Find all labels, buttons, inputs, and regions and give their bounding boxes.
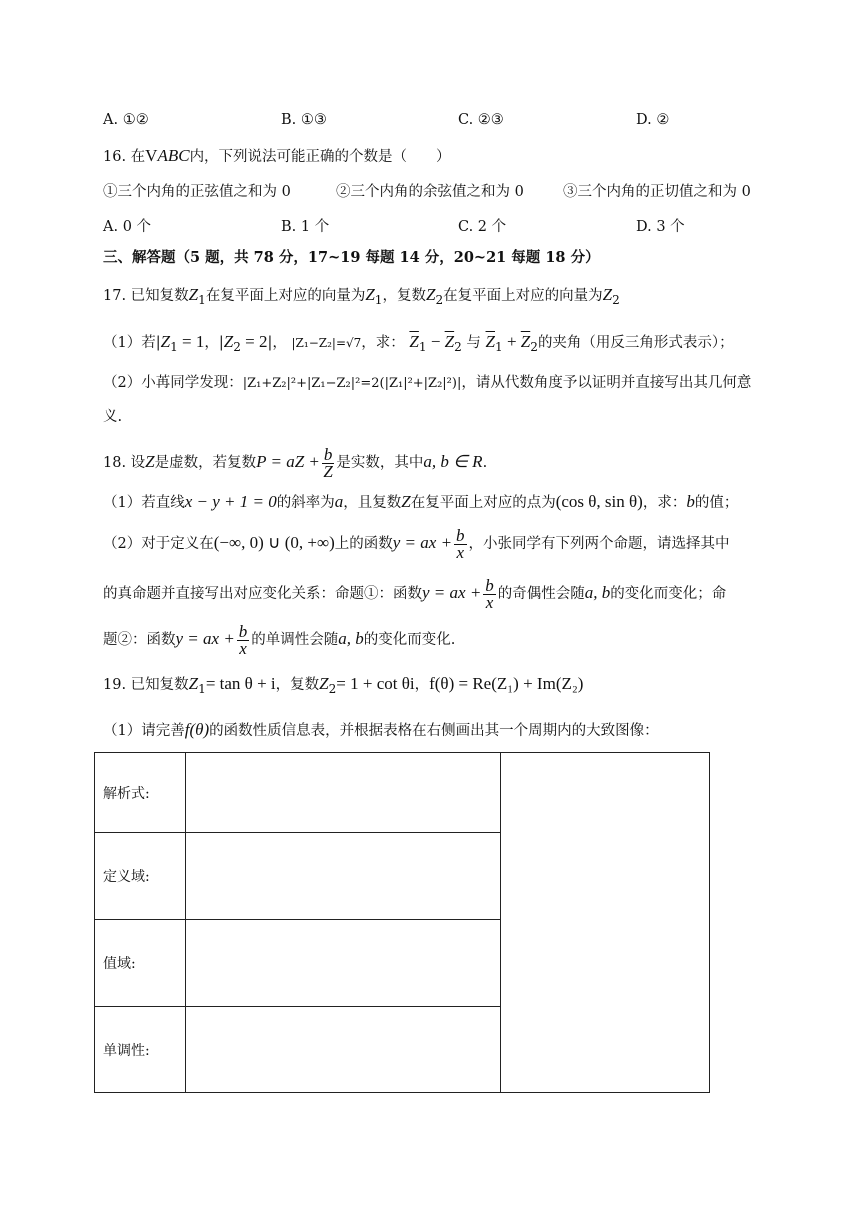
q15-option-c: C. ②③: [458, 112, 504, 128]
q17-part1: （1）若$|Z_1 = 1$，$|Z_2 = 2|$， |Z₁−Z₂|=√7，求： $\overline{Z}_1 - \overline{Z}_2$ 与 $\overline{Z}_1 + \overline{Z}_2$的夹角（用反三角形式表示）；: [103, 332, 734, 354]
q18-part2-line3: 题②：函数y = ax + $\frac{b}{x}$ 的单调性会随a, b的变化而变化.: [103, 621, 456, 658]
q15-option-a: A. ①②: [103, 112, 149, 128]
q19-part1: （1）请完善f(θ)的函数性质信息表，并根据表格在右侧画出其一个周期内的大致图像：: [103, 720, 659, 739]
q17-part2-cont: 义.: [103, 409, 123, 425]
q16-stem: 16. 在VABC内，下列说法可能正确的个数是（ ）: [103, 146, 451, 165]
q16-option-c: C. 2 个: [458, 219, 507, 235]
table-answer-cell[interactable]: [186, 833, 501, 920]
q16-option-a: A. 0 个: [103, 219, 152, 235]
function-property-table: [94, 752, 710, 1093]
q18-part2-line2: 的真命题并直接写出对应变化关系：命题①：函数y = ax + $\frac{b}{x}$ 的奇偶性会随a, b的变化而变化；命: [103, 575, 727, 612]
section-3-heading: 三、解答题（5 题，共 78 分，17~19 每题 14 分，20~21 每题 18 分）: [103, 249, 600, 266]
q18-part2: （2）对于定义在(−∞, 0) ∪ (0, +∞)上的函数y = ax + $\frac{b}{x}$ ，小张同学有下列两个命题，请选择其中: [103, 525, 730, 562]
table-row-label: 解析式:: [95, 753, 186, 833]
table-row-label: 值域:: [95, 920, 186, 1007]
table-row-label: 单调性:: [95, 1007, 186, 1093]
table-answer-cell[interactable]: [186, 1007, 501, 1093]
graph-drawing-area[interactable]: [501, 753, 710, 1093]
table-row-label: 定义域:: [95, 833, 186, 920]
q16-option-b: B. 1 个: [281, 219, 330, 235]
q16-statement-2: ②三个内角的余弦值之和为 0: [336, 184, 524, 200]
q15-option-b: B. ①③: [281, 112, 327, 128]
table-answer-cell[interactable]: [186, 753, 501, 833]
q18-part1: （1）若直线x − y + 1 = 0的斜率为a，且复数Z在复平面上对应的点为(cos θ, sin θ)，求：b的值；: [103, 492, 739, 511]
q17-stem: 17. 已知复数$Z_1$在复平面上对应的向量为$Z_1$，复数$Z_2$在复平面上对应的向量为$Z_2$: [103, 285, 620, 307]
q19-stem: 19. 已知复数$Z_1= \tan \theta + i$，复数$Z_2= 1 + \cot \theta i$，f(θ) = Re(Z₁) + Im(Z₂): [103, 674, 584, 696]
q18-stem: 18. 设Z是虚数，若复数P = aZ + $\frac{b}{Z}$ 是实数，其中a, b ∈ R.: [103, 444, 488, 481]
q15-option-d: D. ②: [636, 112, 670, 128]
table-answer-cell[interactable]: [186, 920, 501, 1007]
q16-statement-1: ①三个内角的正弦值之和为 0: [103, 184, 291, 200]
q16-statement-3: ③三个内角的正切值之和为 0: [563, 184, 751, 200]
q17-part2: （2）小苒同学发现：|Z₁+Z₂|²+|Z₁−Z₂|²=2(|Z₁|²+|Z₂|²)|，请从代数角度予以证明并直接写出其几何意: [103, 375, 752, 391]
q16-option-d: D. 3 个: [636, 219, 685, 235]
